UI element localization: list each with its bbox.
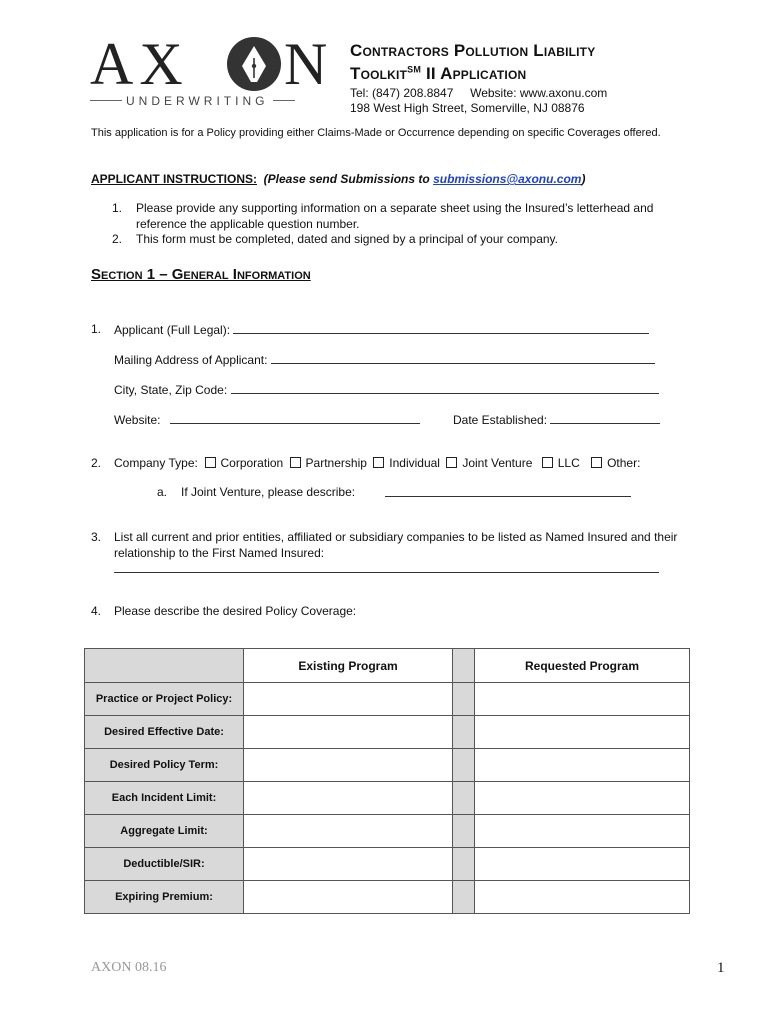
instructions-heading-row	[91, 172, 585, 186]
checkbox-llc[interactable]	[542, 457, 553, 468]
contact-website[interactable]: Website: www.axonu.com	[470, 86, 608, 100]
row-label-desired-effective-date: Desired Effective Date:	[85, 716, 244, 749]
instruction-item-2: This form must be completed, dated and signed by a principal of your company.	[136, 232, 558, 246]
instruction-item-2-num: 2.	[112, 232, 123, 246]
website-field[interactable]	[170, 412, 420, 424]
table-row	[85, 881, 690, 914]
table-row	[85, 683, 690, 716]
logo-rule-right	[273, 100, 295, 101]
instructions-note-suffix: )	[581, 172, 586, 186]
requested-deductible-sir-cell[interactable]	[475, 848, 690, 881]
table-gap-cell	[453, 782, 475, 815]
contact-line	[350, 86, 607, 101]
col-requested-program: Requested Program	[475, 649, 690, 683]
q3-num: 3.	[91, 530, 102, 544]
instructions-heading: APPLICANT INSTRUCTIONS:	[91, 172, 257, 186]
option-joint-venture: Joint Venture	[462, 456, 533, 470]
logo-subtitle: UNDERWRITING	[126, 94, 269, 108]
row-label-desired-policy-term: Desired Policy Term:	[85, 749, 244, 782]
applicant-label: Applicant (Full Legal):	[114, 323, 231, 337]
table-row	[85, 716, 690, 749]
policy-coverage-label: Please describe the desired Policy Coverage:	[114, 604, 357, 618]
existing-desired-policy-term-cell[interactable]	[244, 749, 453, 782]
table-row	[85, 815, 690, 848]
instructions-note	[264, 172, 586, 186]
title-toolkit: Toolkit	[350, 64, 408, 83]
option-partnership: Partnership	[305, 456, 367, 470]
table-gap-cell	[453, 881, 475, 914]
q1-applicant-row	[114, 322, 674, 337]
existing-deductible-sir-cell[interactable]	[244, 848, 453, 881]
submissions-email-link[interactable]: submissions@axonu.com	[433, 172, 582, 186]
option-llc: LLC	[557, 456, 580, 470]
requested-desired-policy-term-cell[interactable]	[475, 749, 690, 782]
requested-aggregate-limit-cell[interactable]	[475, 815, 690, 848]
city-state-zip-field[interactable]	[231, 382, 659, 394]
q1-city-row	[114, 382, 659, 397]
mailing-address-label: Mailing Address of Applicant:	[114, 353, 268, 367]
q4-num: 4.	[91, 604, 102, 618]
title-service-mark: SM	[407, 64, 422, 75]
form-title-line1: Contractors Pollution Liability	[350, 41, 596, 60]
form-title-line2	[350, 63, 526, 86]
contact-tel: Tel: (847) 208.8847	[350, 86, 454, 100]
named-insured-field[interactable]	[114, 561, 659, 573]
company-type-label: Company Type:	[114, 456, 198, 470]
title-application: II Application	[421, 64, 527, 83]
logo-rule-left	[90, 100, 122, 101]
page-number: 1	[717, 960, 725, 976]
checkbox-other[interactable]	[591, 457, 602, 468]
logo-letters-right: N	[284, 31, 334, 97]
instruction-item-1-line2: reference the applicable question number.	[136, 216, 360, 231]
policy-coverage-table	[84, 648, 690, 914]
option-other: Other:	[607, 456, 641, 470]
q1-website-row	[114, 412, 420, 427]
table-gap-cell	[453, 749, 475, 782]
q3-line1: List all current and prior entities, affiliated or subsidiary companies to be listed as Named Insured and their	[114, 530, 678, 544]
table-gap-cell	[453, 815, 475, 848]
instructions-note-prefix: (Please send Submissions to	[263, 172, 434, 186]
q1-date-row	[453, 412, 660, 427]
table-row	[85, 782, 690, 815]
logo-letters-left: AX	[90, 31, 189, 97]
row-label-practice-or-project-policy: Practice or Project Policy:	[85, 683, 244, 716]
instruction-item-1	[136, 201, 653, 232]
q1-num: 1.	[91, 322, 102, 336]
option-individual: Individual	[389, 456, 440, 470]
joint-venture-describe-field[interactable]	[385, 485, 631, 497]
existing-aggregate-limit-cell[interactable]	[244, 815, 453, 848]
existing-expiring-premium-cell[interactable]	[244, 881, 453, 914]
option-corporation: Corporation	[220, 456, 284, 470]
q1-mailing-row	[114, 352, 655, 367]
intro-text: This application is for a Policy providing either Claims-Made or Occurrence depending on specific Coverages offered.	[91, 127, 661, 139]
website-label: Website:	[114, 413, 161, 427]
table-corner-cell	[85, 649, 244, 683]
company-type-row	[114, 456, 640, 470]
date-established-field[interactable]	[550, 412, 660, 424]
q2-num: 2.	[91, 456, 102, 470]
contact-address: 198 West High Street, Somerville, NJ 08876	[350, 101, 585, 115]
row-label-aggregate-limit: Aggregate Limit:	[85, 815, 244, 848]
table-gap-cell	[453, 716, 475, 749]
form-code: AXON 08.16	[91, 960, 167, 975]
requested-each-incident-limit-cell[interactable]	[475, 782, 690, 815]
requested-practice-or-project-policy-cell[interactable]	[475, 683, 690, 716]
col-existing-program: Existing Program	[244, 649, 453, 683]
q3-text	[114, 530, 677, 561]
existing-practice-or-project-policy-cell[interactable]	[244, 683, 453, 716]
section-1-heading: Section 1 – General Information	[91, 266, 311, 283]
q3-line2: relationship to the First Named Insured:	[114, 545, 325, 560]
date-established-label: Date Established:	[453, 413, 548, 427]
row-label-deductible-sir: Deductible/SIR:	[85, 848, 244, 881]
joint-venture-describe-label: If Joint Venture, please describe:	[181, 485, 356, 499]
checkbox-joint-venture[interactable]	[446, 457, 457, 468]
pen-nib-icon	[226, 36, 282, 92]
instruction-item-1-line1: Please provide any supporting information on a separate sheet using the Insured’s letterhead and	[136, 201, 654, 215]
requested-expiring-premium-cell[interactable]	[475, 881, 690, 914]
requested-desired-effective-date-cell[interactable]	[475, 716, 690, 749]
checkbox-corporation[interactable]	[205, 457, 216, 468]
existing-each-incident-limit-cell[interactable]	[244, 782, 453, 815]
row-label-each-incident-limit: Each Incident Limit:	[85, 782, 244, 815]
table-gap-cell	[453, 848, 475, 881]
applicant-field[interactable]	[233, 322, 649, 334]
table-gap-cell	[453, 683, 475, 716]
checkbox-individual[interactable]	[373, 457, 384, 468]
row-label-expiring-premium: Expiring Premium:	[85, 881, 244, 914]
axon-logo	[90, 31, 334, 114]
table-header-row	[85, 649, 690, 683]
q2a-letter: a.	[157, 485, 168, 499]
table-row	[85, 749, 690, 782]
instruction-item-1-num: 1.	[112, 201, 123, 215]
checkbox-partnership[interactable]	[290, 457, 301, 468]
table-row	[85, 848, 690, 881]
table-gap-cell	[453, 649, 475, 683]
city-state-zip-label: City, State, Zip Code:	[114, 383, 228, 397]
existing-desired-effective-date-cell[interactable]	[244, 716, 453, 749]
mailing-address-field[interactable]	[271, 352, 655, 364]
